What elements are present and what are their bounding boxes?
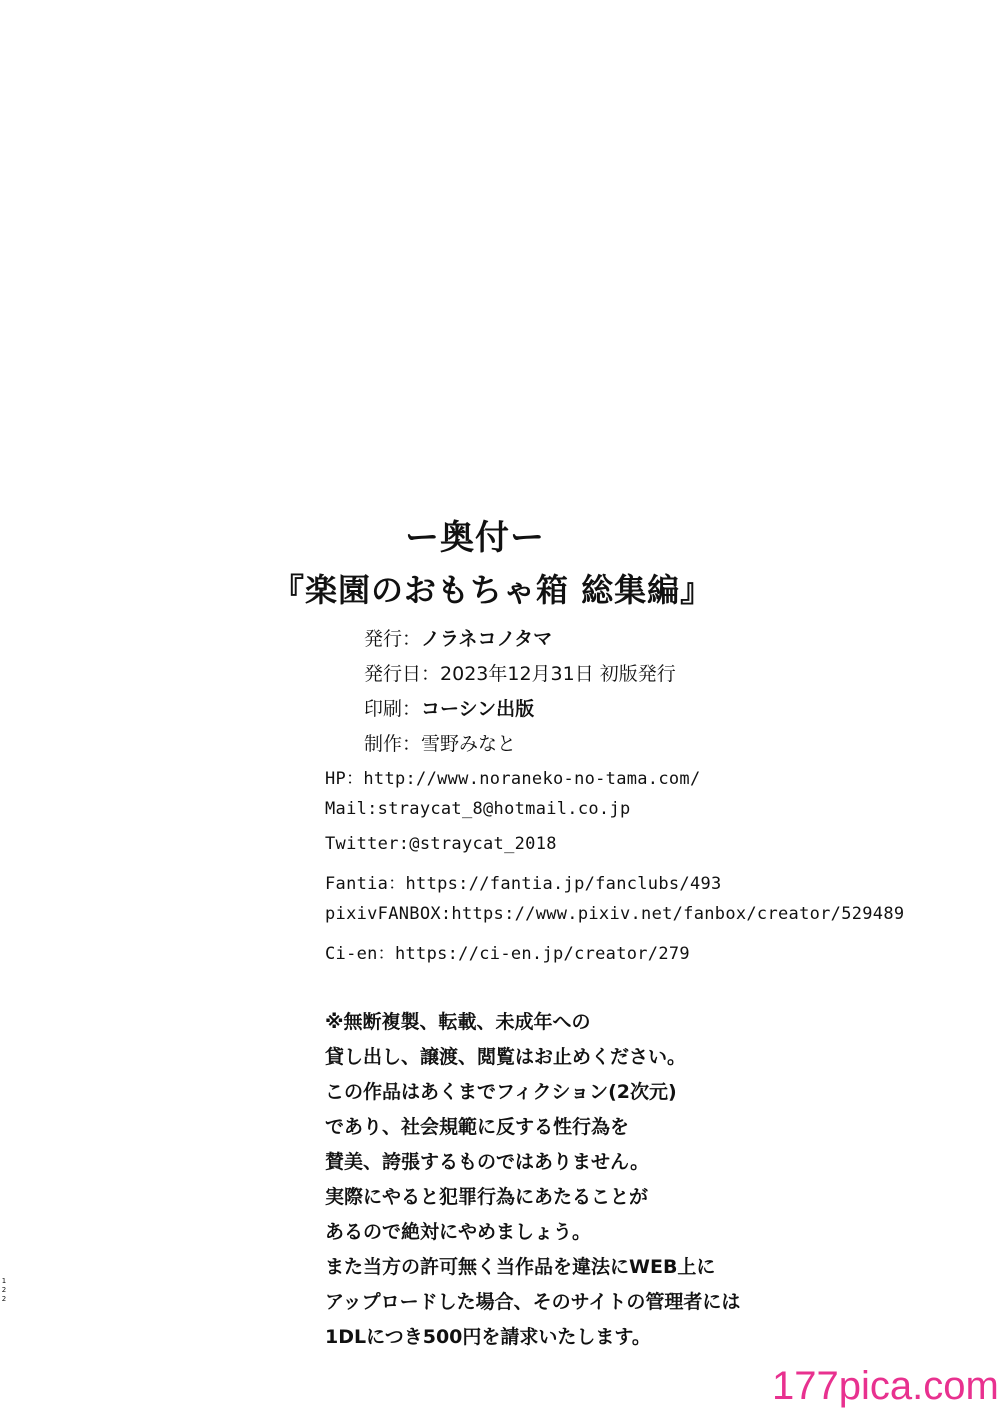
notice-line: 貸し出し、譲渡、閲覧はお止めください。 (325, 1046, 687, 1068)
notice-line: あるので絶対にやめましょう。 (325, 1221, 592, 1243)
release-date-line (364, 659, 676, 686)
printer-value: コーシン出版 (421, 698, 535, 720)
notice-line: 賛美、誇張するものではありません。 (325, 1151, 650, 1173)
book-title: 『楽園のおもちゃ箱 総集編』 (272, 571, 714, 609)
printer-label: 印刷： (364, 698, 422, 720)
colophon-heading: ー奥付ー (405, 518, 545, 558)
printer-line (364, 694, 534, 721)
producer-value: 雪野みなと (421, 733, 517, 755)
page-number (0, 1277, 8, 1304)
notice-line: また当方の許可無く当作品を違法にWEB上に (325, 1256, 716, 1278)
page-number-digit: 2 (1, 1286, 7, 1294)
notice-line: この作品はあくまでフィクション(2次元) (325, 1081, 677, 1103)
notice-line: 1DLにつき500円を請求いたします。 (325, 1326, 651, 1348)
notice-line: であり、社会規範に反する性行為を (325, 1116, 630, 1138)
notice-line: ※無断複製、転載、未成年への (325, 1011, 591, 1033)
homepage-link[interactable]: HP：http://www.noraneko-no-tama.com/ (325, 769, 701, 789)
ci-en-link[interactable]: Ci-en：https://ci-en.jp/creator/279 (325, 944, 690, 964)
mail-link[interactable]: Mail:straycat_8@hotmail.co.jp (325, 799, 631, 819)
release-date-label: 発行日： (364, 663, 441, 685)
twitter-link[interactable]: Twitter:@straycat_2018 (325, 834, 557, 854)
watermark-logo: 177pica.com (772, 1364, 999, 1408)
page-number-digit: 1 (1, 1277, 7, 1285)
pixiv-fanbox-link[interactable]: pixivFANBOX:https://www.pixiv.net/fanbox/creator/529489 (325, 904, 905, 924)
publisher-value: ノラネコノタマ (421, 628, 553, 650)
producer-label: 制作： (364, 733, 422, 755)
page-number-digit: 2 (1, 1295, 7, 1303)
notice-line: 実際にやると犯罪行為にあたることが (325, 1186, 649, 1208)
producer-line (364, 729, 516, 756)
publisher-line (364, 624, 552, 651)
release-date-value: 2023年12月31日 初版発行 (440, 663, 676, 685)
notice-line: アップロードした場合、そのサイトの管理者には (325, 1291, 741, 1313)
fantia-link[interactable]: Fantia：https://fantia.jp/fanclubs/493 (325, 874, 722, 894)
publisher-label: 発行： (364, 628, 422, 650)
